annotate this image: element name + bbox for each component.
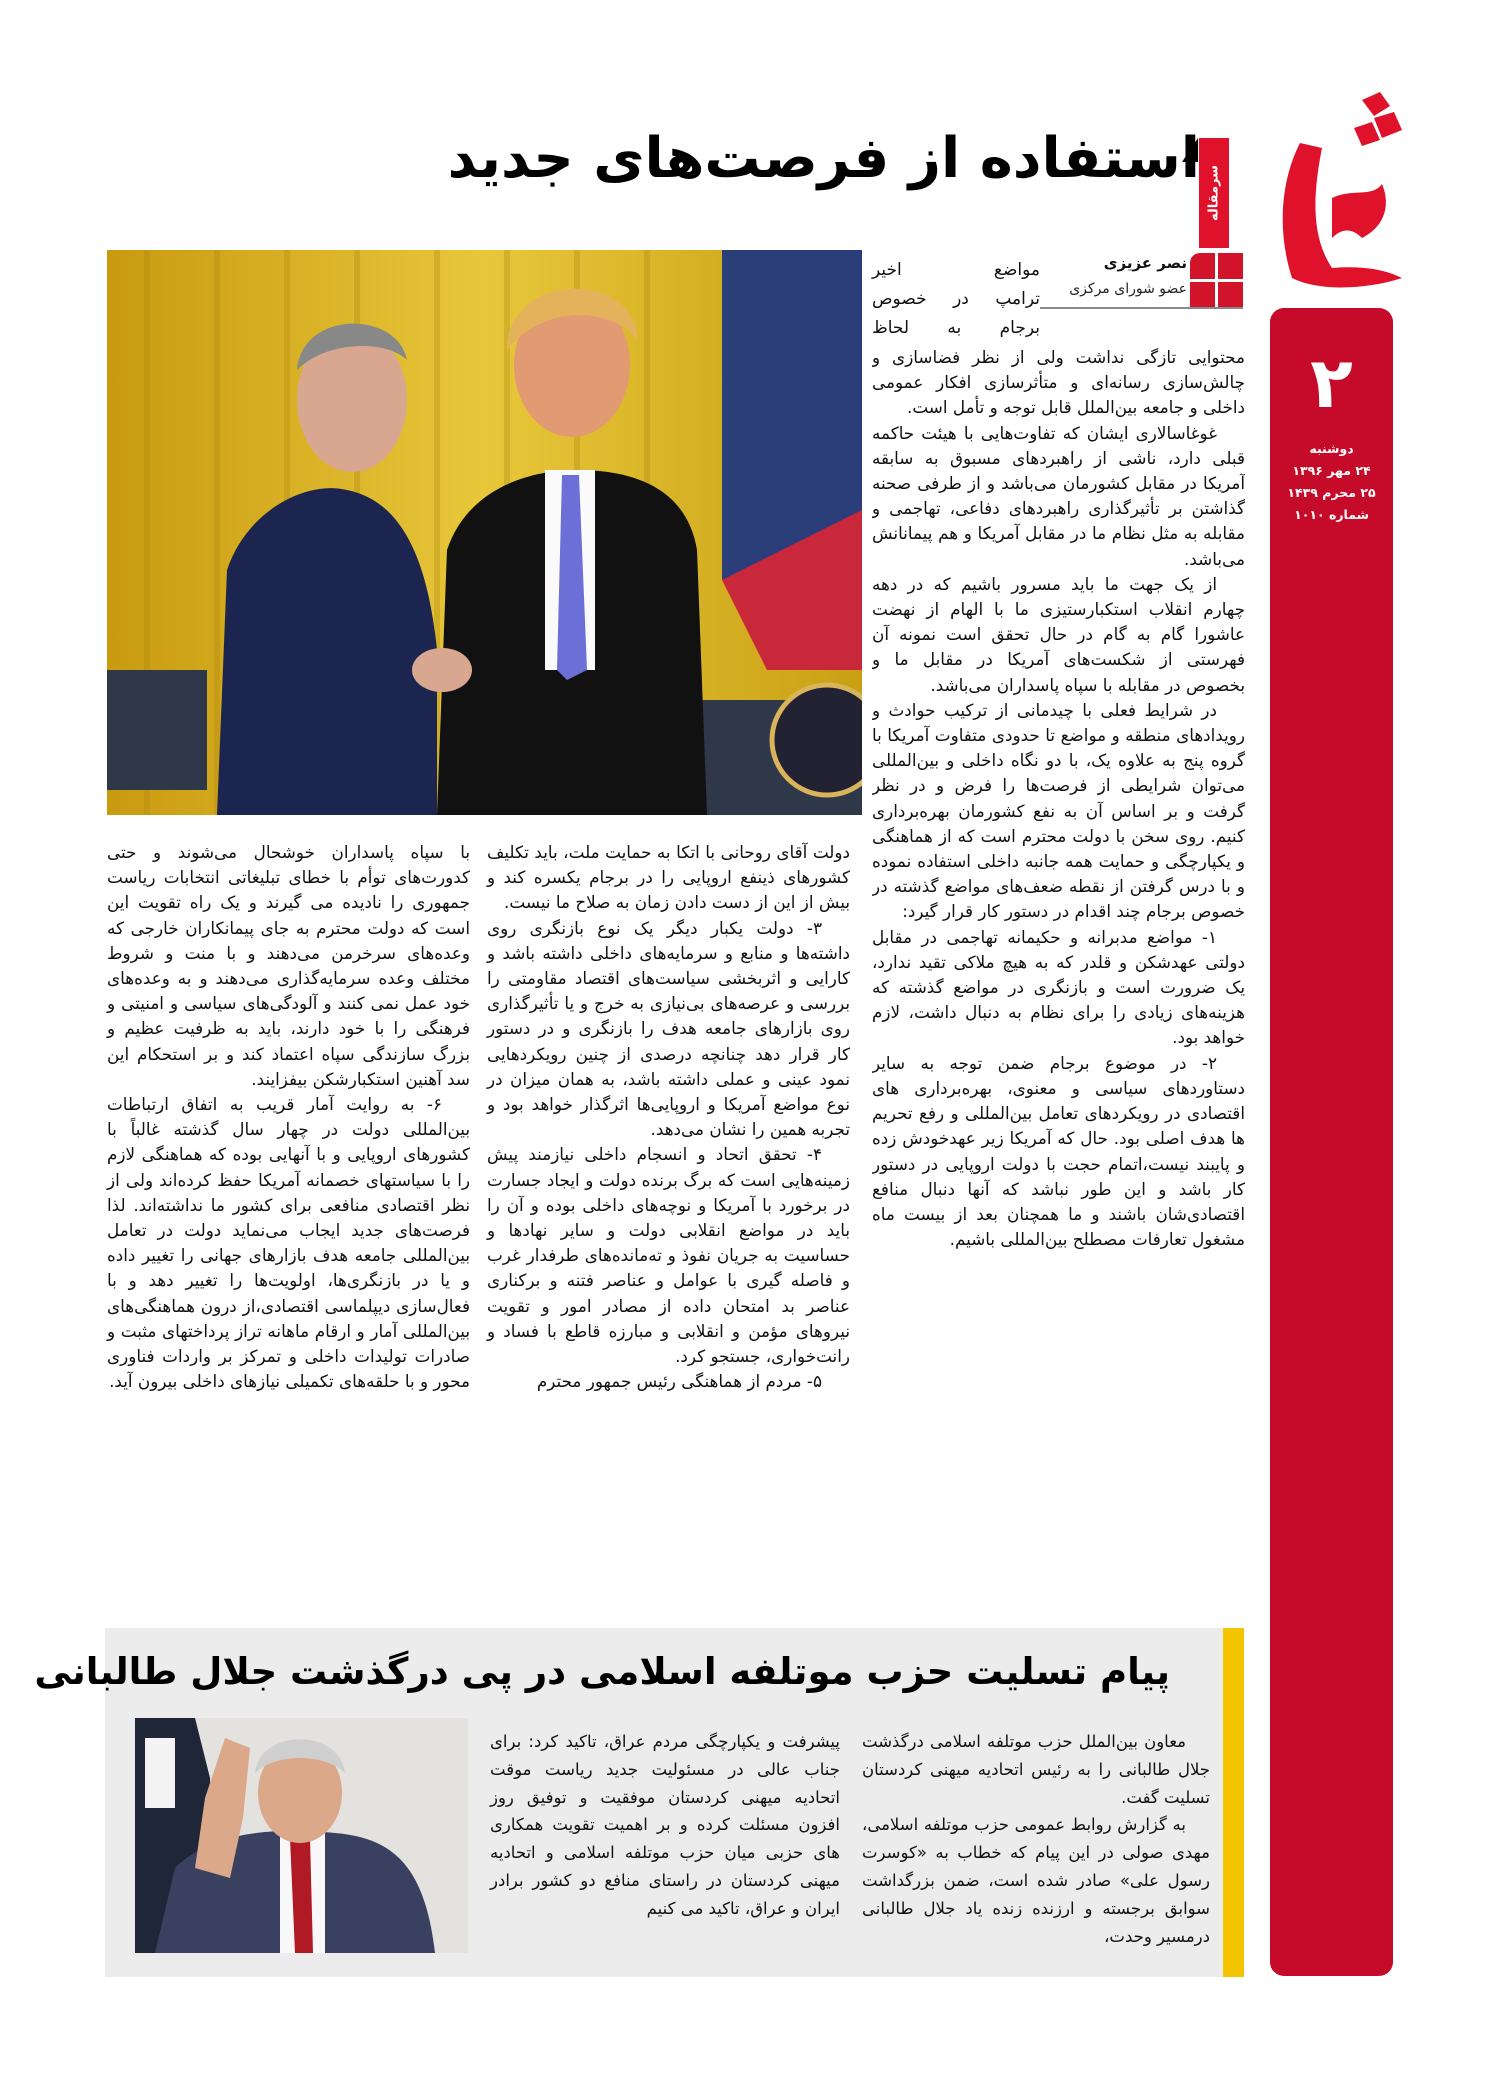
paragraph: پیشرفت و یکپارچگی مردم عراق، تاکید کرد: برای جناب عالی در مسئولیت جدید ریاست موقت اتحادیه میهنی کردستان موفقیت و توفیق روز افزون مسئلت کرده و بر اهمیت تقویت همکاری های حزبی میان حزب موتلفه اسلامی و اتحادیه میهنی کردستان در راستای منافع دو کشور برادر ایران و عراق، تاکید می کنیم xyxy=(490,1732,840,1918)
page-number: ۲ xyxy=(1310,342,1353,424)
paragraph: ۳- دولت یکبار دیگر یک نوع بازنگری روی داشته‌ها و منابع و سرمایه‌های داخلی داشته باشد و کارایی و اثربخشی سیاست‌های اقتصاد مقاومتی را بررسی و عرصه‌های بی‌نیازی به خرج و یا تأثیرگذاری روی بازارهای جامعه هدف را بازنگری و در دستور کار قرار دهد چنانچه درصدی از چنین رویکردهایی نمود عینی و عملی داشته باشد، به همان میزان در نوع مواضع آمریکا و اروپایی‌ها اثرگذار خواهد بود و تجربه همین را نشان می‌دهد. xyxy=(487,917,850,1140)
issue-number: شماره ۱۰۱۰ xyxy=(1294,507,1369,522)
paragraph: ۱- مواضع مدبرانه و حکیمانه تهاجمی در مقابل دولتی عهدشکن و قلدر که به هیچ ملاکی تقید ندارد، یک ضرورت است و بازنگری در مواضع گذشته که هزینه‌های زیادی را برای نظام به دنبال داشت، لازم خواهد بود. xyxy=(872,926,1245,1048)
page-title: استفاده از فرصت‌های جدید xyxy=(447,126,1200,191)
intro-lines xyxy=(872,256,1040,343)
intro-line: برجام به لحاظ xyxy=(872,318,1040,338)
article-title: پیام تسلیت حزب موتلفه اسلامی در پی درگذشت جلال طالبانی xyxy=(34,1650,1170,1693)
paragraph: به گزارش روابط عمومی حزب موتلفه اسلامی، مهدی صولی در این پیام که خطاب به «کوسرت رسول علی» صادر شده است، ضمن بزرگداشت سوابق برجسته و ارزنده زنده یاد جلال طالبانی درمسیر وحدت، xyxy=(862,1815,1210,1946)
paragraph: ۵- مردم از هماهنگی رئیس جمهور محترم xyxy=(536,1371,822,1392)
article-column-right xyxy=(862,1728,1210,1950)
author-grid-icon xyxy=(1190,253,1243,307)
article-photo xyxy=(135,1718,468,1953)
date-solar: ۲۴ مهر ۱۳۹۶ xyxy=(1292,463,1371,478)
paragraph: محتوایی تازگی نداشت ولی از نظر فضاسازی و چالش‌سازی رسانه‌ای و متأثرسازی افکار عمومی داخلی و جامعه بین‌الملل قابل توجه و تأمل است. xyxy=(872,347,1245,418)
paragraph: ۴- تحقق اتحاد و انسجام داخلی نیازمند پیش زمینه‌هایی است که برگ برنده دولت و ایجاد جسارت در برخورد با آمریکا و نوچه‌های داخلی بوده و آن را باید در مواضع انقلابی دولت و سایر نهادها و حساسیت به جریان نفوذ و ته‌مانده‌های طرفدار غرب و فاصله گیری با عوامل و عناصر فتنه و برکناری عناصر بد امتحان داده از مصادر امور و تقویت نیروهای مؤمن و انقلابی و مبارزه قاطع با فساد و رانت‌خواری، جستجو کرد. xyxy=(487,1144,850,1367)
column-middle xyxy=(487,840,850,1394)
paragraph: ۶- به روایت آمار قریب به اتفاق ارتباطات بین‌المللی دولت در چهار سال گذشته غالباً با کشورهای اروپایی و با آنهایی بوده که هماهنگی لازم را با سیاستهای خصمانه آمریکا حفظ کرده‌اند ولی از نظر اقتصادی منافعی برای کشور ما نداشته‌اند. لذا فرصت‌های جدید ایجاب می‌نماید دولت در تعامل بین‌المللی جامعه هدف بازارهای جهانی را تغییر داده و یا در بازنگری‌ها، اولویت‌ها را تغییر دهد و با فعال‌سازی دیپلماسی اقتصادی،از درون هماهنگی‌های بین‌المللی آمار و ارقام ماهانه تراز پرداختهای مثبت و صادرات تولیدات داخلی و تمرکز بر واردات فناوری محور و با حلقه‌های تکمیلی نیازهای داخلی بیرون آید. xyxy=(107,1094,470,1392)
weekday: دوشنبه xyxy=(1309,441,1354,456)
paragraph: از یک جهت ما باید مسرور باشیم که در دهه چهارم انقلاب استکبارستیزی ما با الهام از نهضت عاشورا گام به گام در حال تحقق است نمونه آن فهرستی از شکست‌های آمریکا در مقابل ما و بخصوص در مقابله با سپاه پاسداران می‌باشد. xyxy=(872,573,1245,695)
section-label: سرمقاله xyxy=(1199,138,1229,248)
author-role: عضو شورای مرکزی xyxy=(1069,281,1187,297)
paragraph: غوغاسالاری ایشان که تفاوت‌هایی با هیئت حاکمه قبلی دارد، ناشی از راهبردهای مسبوق به سابقه آمریکا در مقابل کشورمان می‌باشد و از طرفی صحنه گذاشتن بر تأثیرگذاری راهبردهای دفاعی، تهاجمی و مقابله به مثل نظام ما در مقابل آمریکا و هم پیمانانش می‌باشد. xyxy=(872,422,1245,569)
main-photo xyxy=(107,250,862,815)
paragraph: دولت آقای روحانی با اتکا به حمایت ملت، باید تکلیف کشورهای ذینفع اروپایی را در برجام یکسره کند و بیش از این از دست دادن زمان به صلاح ما نیست. xyxy=(487,842,850,913)
handshake-photo-illustration xyxy=(107,250,862,815)
page-sidebar xyxy=(1270,308,1393,1976)
intro-line: ترامپ در خصوص xyxy=(872,289,1040,309)
newspaper-logo xyxy=(1262,88,1407,298)
paragraph: با سپاه پاسداران خوشحال می‌شوند و حتی کدورت‌های توأم با خطای تبلیغاتی انتخابات ریاست جمهوری را نادیده می گیرند و یک راه تقویت این است که دولت محترم به جای پیمانکاران خارجی که وعده‌های سرخرمن می‌دهند و با منت و شروط مختلف وعده سرمایه‌گذاری می‌دهند و به وعده‌های خود عمل نمی کنند و آلودگی‌های سیاسی و امنیتی و فرهنگی را با خود دارند، باید به ظرفیت عظیم و بزرگ سازندگی سپاه اعتماد کند و بر استحکام این سد آهنین استکبارشکن بیفزایند. xyxy=(107,842,470,1089)
column-left xyxy=(107,840,470,1394)
paragraph: معاون بین‌الملل حزب موتلفه اسلامی درگذشت جلال طالبانی را به رئیس اتحادیه میهنی کردستان تسلیت گفت. xyxy=(862,1732,1210,1807)
accent-bar xyxy=(1223,1628,1244,1977)
paragraph: ۲- در موضوع برجام ضمن توجه به سایر دستاوردهای سیاسی و معنوی، بهره‌برداری های اقتصادی در رویکردهای تعامل بین‌المللی و رفع تحریم ها هدف اصلی بود. حال که آمریکا زیر عهدخودش زده و پایبند نیست،اتمام حجت با دولت اروپایی در دستور کار باشد و این طور نباشد که آنها دنبال منافع اقتصادی‌شان باشند و ما همچنان بعد از بیست ماه مشغول تعارفات مصطلح بین‌المللی باشیم. xyxy=(872,1052,1245,1250)
waving-man-photo-illustration xyxy=(135,1718,468,1953)
article-column-left xyxy=(490,1728,840,1923)
column-right xyxy=(872,345,1245,1605)
date-lunar: ۲۵ محرم ۱۴۳۹ xyxy=(1287,485,1376,500)
paragraph: در شرایط فعلی با چیدمانی از ترکیب حوادث و رویدادهای منطقه و مواضع تا حدودی متفاوت آمریکا با گروه پنج به علاوه یک، با دو نگاه داخلی و بین‌المللی می‌توان شرایطی از فرصت‌ها را فرض و در نظر گرفت و بر اساس آن به نفع کشورمان بهره‌برداری کنیم. روی سخن با دولت محترم است که از هماهنگی و یکپارچگی و حمایت همه جانبه داخلی استفاده نموده و با درس گرفتن از نقطه ضعف‌های مواضع گذشته در خصوص برجام چند اقدام در دستور کار قرار گیرد: xyxy=(872,699,1245,922)
intro-line: مواضع اخیر xyxy=(872,260,1040,280)
author-name: نصر عزیزی xyxy=(1103,254,1187,272)
shoma-logo-icon xyxy=(1262,88,1407,298)
divider xyxy=(1040,307,1243,309)
